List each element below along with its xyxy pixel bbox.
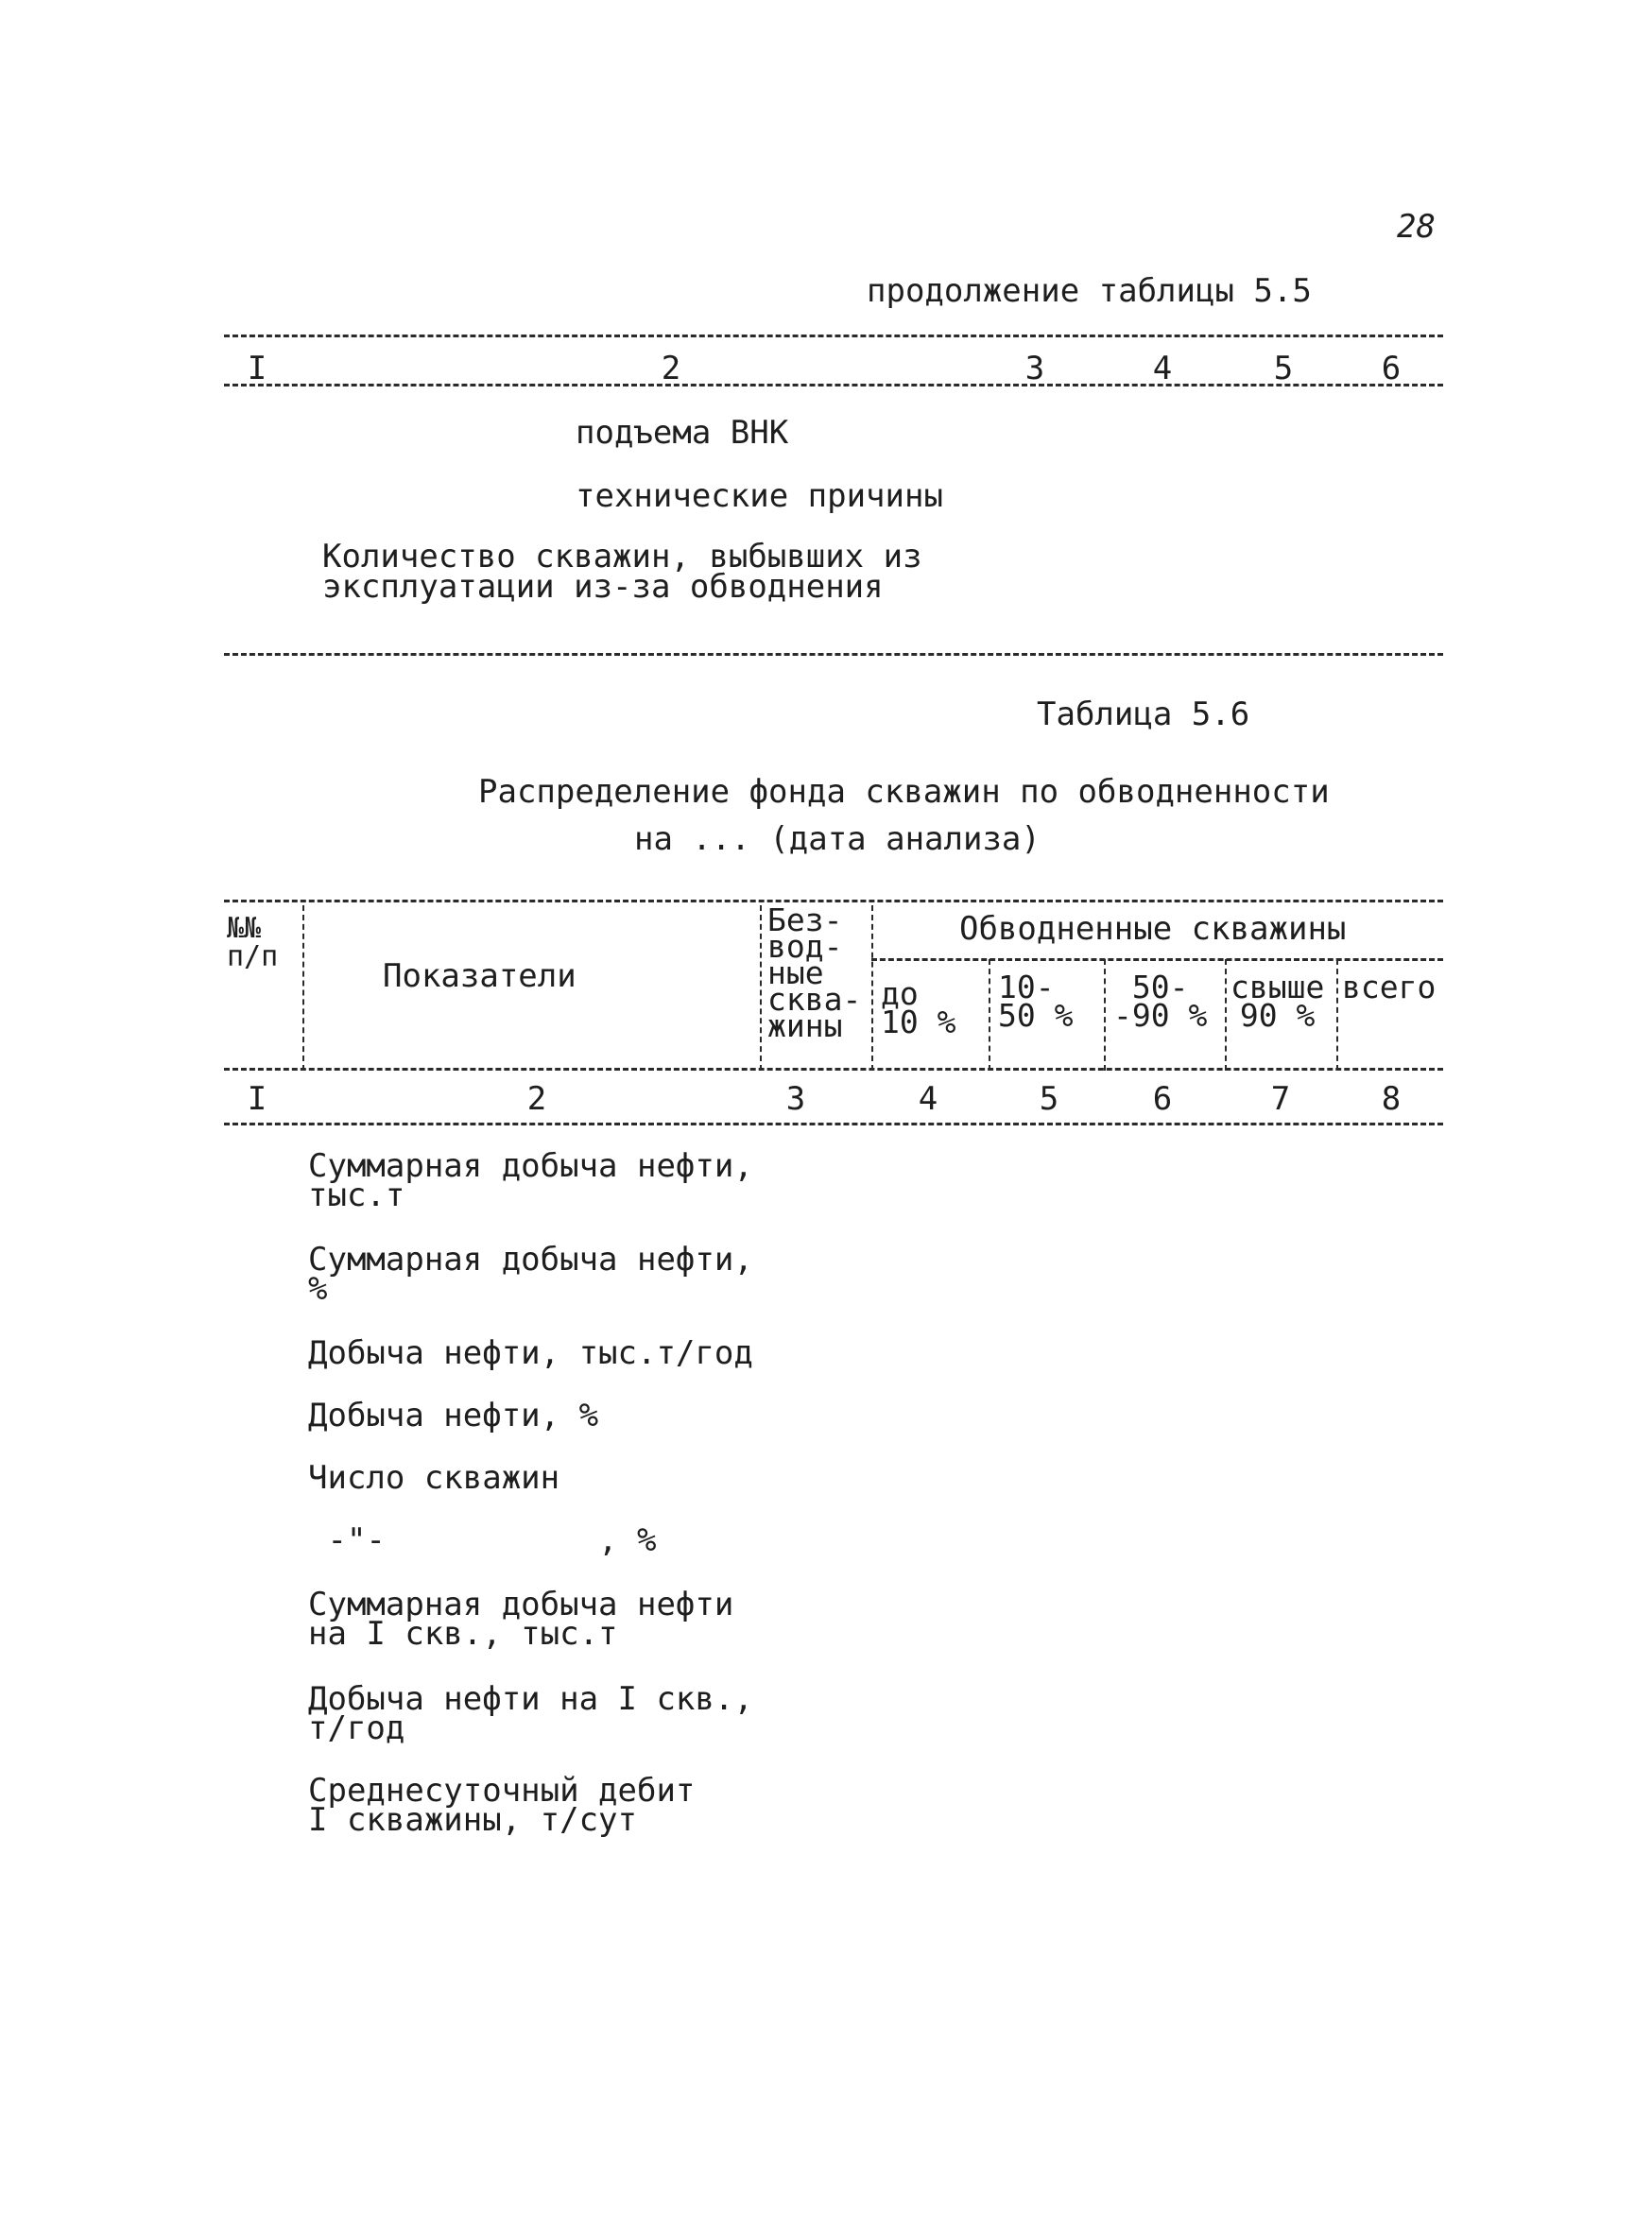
indicator-row: -"- , % xyxy=(308,1521,657,1559)
col-number: 6 xyxy=(1152,1080,1173,1118)
header-sub: до 10 % xyxy=(881,975,956,1040)
col-number: 5 xyxy=(1039,1080,1059,1118)
table-divider xyxy=(302,905,304,1071)
col-number: 4 xyxy=(1152,350,1173,387)
col-number: 2 xyxy=(661,350,681,387)
col-number: 3 xyxy=(785,1080,806,1118)
table-rule xyxy=(871,958,1443,961)
col-number: 2 xyxy=(526,1080,547,1118)
row-text: технические причины xyxy=(576,477,943,515)
indicator-row: Число скважин xyxy=(308,1459,560,1497)
header-num: №№ п/п xyxy=(227,912,279,973)
indicator-row: Суммарная добыча нефти, тыс.т xyxy=(308,1147,753,1214)
header-waterless: Без- вод- ные сква- жины xyxy=(767,901,862,1044)
table-rule xyxy=(224,653,1443,656)
row-text: Количество скважин, выбывших из эксплуатации из-за обводнения xyxy=(322,538,922,606)
continuation-caption: продолжение таблицы 5.5 xyxy=(867,272,1312,310)
table-label: Таблица 5.6 xyxy=(1037,695,1250,733)
col-number: 5 xyxy=(1273,350,1294,387)
table-rule xyxy=(224,1068,1443,1071)
table-divider xyxy=(760,905,762,1071)
table-divider xyxy=(989,959,990,1071)
indicator-row: Суммарная добыча нефти, % xyxy=(308,1241,753,1308)
table-divider xyxy=(1225,959,1227,1071)
header-sub: всего xyxy=(1342,969,1437,1005)
table-title: Распределение фонда скважин по обводненности xyxy=(478,773,1330,811)
row-text: подъема ВНК xyxy=(576,414,789,452)
col-number: 8 xyxy=(1381,1080,1402,1118)
col-number: 6 xyxy=(1381,350,1402,387)
header-sub: свыше 90 % xyxy=(1230,969,1325,1034)
table-title: на ... (дата анализа) xyxy=(634,820,1041,858)
indicator-row: Добыча нефти, % xyxy=(308,1397,599,1434)
table-rule xyxy=(224,335,1443,337)
indicator-row: Добыча нефти на I скв., т/год xyxy=(308,1680,753,1747)
indicator-row: Добыча нефти, тыс.т/год xyxy=(308,1334,753,1372)
header-sub: 10- 50 % xyxy=(998,969,1074,1034)
table-divider xyxy=(871,905,873,1071)
col-number: 3 xyxy=(1024,350,1045,387)
header-indicators: Показатели xyxy=(383,957,576,995)
col-number: 7 xyxy=(1270,1080,1291,1118)
table-divider xyxy=(1336,959,1338,1071)
page-number: 28 xyxy=(1397,208,1436,246)
col-number: I xyxy=(247,350,267,387)
col-number: 4 xyxy=(918,1080,938,1118)
indicator-row: Суммарная добыча нефти на I скв., тыс.т xyxy=(308,1586,734,1653)
table-rule xyxy=(224,384,1443,386)
table-divider xyxy=(1104,959,1106,1071)
col-number: I xyxy=(247,1080,267,1118)
header-sub: 50- -90 % xyxy=(1113,969,1208,1034)
indicator-row: Среднесуточный дебит I скважины, т/сут xyxy=(308,1772,696,1839)
header-watered: Обводненные скважины xyxy=(959,910,1347,948)
table-rule xyxy=(224,1123,1443,1125)
